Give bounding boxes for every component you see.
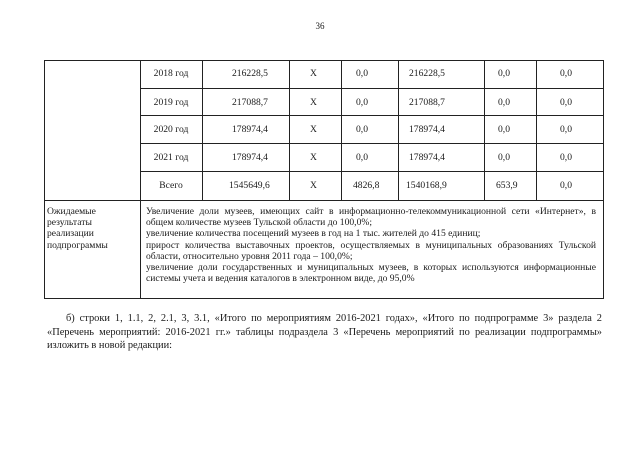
table-cell-budget-3: 1540168,9 bbox=[406, 180, 447, 191]
result-item: прирост количества выставочных проектов, осуществляемых в муниципальных образованиях Тульской области, относительно уровня 2011 года – 100,0%; bbox=[146, 239, 596, 262]
table-cell-budget-2: 0,0 bbox=[356, 68, 368, 79]
result-item: увеличение количества посещений музеев в год на 1 тыс. жителей до 415 единиц; bbox=[146, 228, 481, 240]
table-cell-budget-2: 0,0 bbox=[356, 124, 368, 135]
table-cell-year: 2021 год bbox=[153, 152, 189, 163]
table-cell-federal: X bbox=[310, 152, 317, 163]
result-item: увеличение доли государственных и муниципальных музеев, в которых используются информационные системы учета и ведения каталогов в электронном виде, до 95,0% bbox=[146, 262, 596, 285]
table-cell-year: 2020 год bbox=[153, 124, 189, 135]
result-item: Увеличение доли музеев, имеющих сайт в информационно-телекоммуникационной сети «Интернет», в общем количестве музеев Тульской области до 100,0%; bbox=[146, 206, 596, 229]
table-cell-budget-3: 217088,7 bbox=[409, 97, 445, 108]
table-cell-budget-2: 0,0 bbox=[356, 152, 368, 163]
expected-results-label: Ожидаемые результаты реализации подпрограммы bbox=[47, 206, 108, 251]
table-cell-budget-3: 216228,5 bbox=[409, 68, 445, 79]
page-number: 36 bbox=[315, 21, 325, 31]
table-cell-budget-4: 0,0 bbox=[498, 68, 510, 79]
table-cell-budget-2: 0,0 bbox=[356, 97, 368, 108]
table-cell-budget-4: 0,0 bbox=[498, 152, 510, 163]
table-cell-total: 216228,5 bbox=[232, 68, 268, 79]
table-cell-year: 2018 год bbox=[153, 68, 189, 79]
table-cell-federal: X bbox=[310, 124, 317, 135]
table-cell-federal: X bbox=[310, 68, 317, 79]
table-cell-budget-4: 0,0 bbox=[498, 124, 510, 135]
table-cell-budget-5: 0,0 bbox=[560, 97, 572, 108]
table-cell-year: 2019 год bbox=[153, 97, 189, 108]
table-cell-total: 1545649,6 bbox=[229, 180, 270, 191]
table-cell-total: 178974,4 bbox=[232, 124, 268, 135]
table-cell-budget-5: 0,0 bbox=[560, 124, 572, 135]
amendment-paragraph: б) строки 1, 1.1, 2, 2.1, 3, 3.1, «Итого по мероприятиям 2016-2021 годах», «Итого по подпрограмме 3» раздела 2 «Перечень мероприятий: 2016-2021 гг.» таблицы подраздела 3 «Перечень мероприятий по реализации подпрограммы» изложить в новой редакции: bbox=[47, 313, 602, 352]
table-cell-budget-5: 0,0 bbox=[560, 152, 572, 163]
table-cell-federal: X bbox=[310, 97, 317, 108]
expected-results-list bbox=[146, 206, 596, 284]
table-cell-budget-3: 178974,4 bbox=[409, 152, 445, 163]
table-cell-year: Всего bbox=[159, 180, 183, 191]
table-cell-total: 217088,7 bbox=[232, 97, 268, 108]
table-cell-total: 178974,4 bbox=[232, 152, 268, 163]
table-cell-budget-5: 0,0 bbox=[560, 68, 572, 79]
table-cell-budget-2: 4826,8 bbox=[353, 180, 380, 191]
table-cell-budget-3: 178974,4 bbox=[409, 124, 445, 135]
table-cell-budget-4: 653,9 bbox=[496, 180, 518, 191]
table-cell-budget-4: 0,0 bbox=[498, 97, 510, 108]
table-cell-budget-5: 0,0 bbox=[560, 180, 572, 191]
table-cell-federal: X bbox=[310, 180, 317, 191]
